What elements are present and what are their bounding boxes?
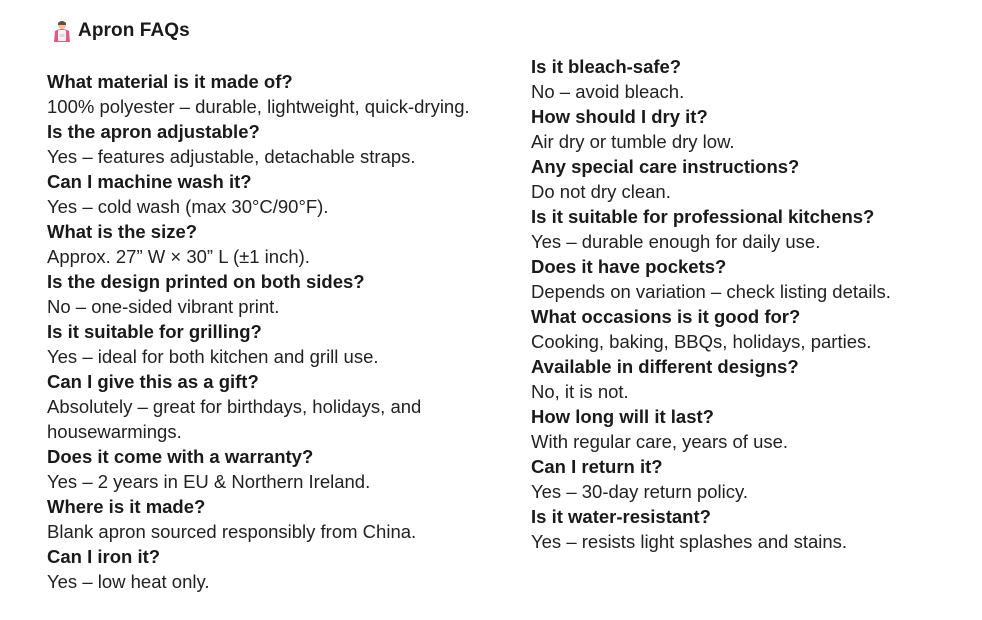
faq-answer: Approx. 27” W × 30” L (±1 inch). bbox=[47, 246, 310, 267]
faq-answer: Yes – features adjustable, detachable straps. bbox=[47, 146, 416, 167]
faq-answer: No – avoid bleach. bbox=[531, 81, 685, 102]
faq-item bbox=[47, 444, 507, 494]
faq-item bbox=[47, 69, 507, 119]
faq-question: Where is it made? bbox=[47, 496, 206, 517]
faq-item bbox=[47, 319, 507, 369]
faq-item bbox=[531, 304, 971, 354]
faq-item bbox=[531, 254, 971, 304]
faq-answer: Blank apron sourced responsibly from China. bbox=[47, 521, 417, 542]
faq-item bbox=[531, 404, 971, 454]
faq-question: Is it water-resistant? bbox=[531, 506, 711, 527]
faq-answer: Yes – 30-day return policy. bbox=[531, 481, 748, 502]
faq-question: Does it come with a warranty? bbox=[47, 446, 314, 467]
faq-question: How long will it last? bbox=[531, 406, 714, 427]
faq-item bbox=[531, 154, 971, 204]
faq-question: How should I dry it? bbox=[531, 106, 708, 127]
faq-answer: Yes – 2 years in EU & Northern Ireland. bbox=[47, 471, 371, 492]
faq-answer: No – one-sided vibrant print. bbox=[47, 296, 280, 317]
faq-question: Any special care instructions? bbox=[531, 156, 800, 177]
faq-item bbox=[47, 269, 507, 319]
faq-column-right bbox=[531, 54, 971, 554]
faq-answer: Yes – cold wash (max 30°C/90°F). bbox=[47, 196, 329, 217]
faq-item bbox=[531, 454, 971, 504]
faq-column-left bbox=[47, 69, 507, 594]
faq-answer: Air dry or tumble dry low. bbox=[531, 131, 735, 152]
faq-answer: Cooking, baking, BBQs, holidays, parties. bbox=[531, 331, 872, 352]
faq-item bbox=[531, 504, 971, 554]
faq-answer: Yes – low heat only. bbox=[47, 571, 210, 592]
faq-question: Can I machine wash it? bbox=[47, 171, 252, 192]
faq-item bbox=[531, 354, 971, 404]
faq-question: Is the apron adjustable? bbox=[47, 121, 260, 142]
faq-question: What is the size? bbox=[47, 221, 198, 242]
faq-answer: 100% polyester – durable, lightweight, quick-drying. bbox=[47, 96, 470, 117]
faq-answer: Yes – resists light splashes and stains. bbox=[531, 531, 848, 552]
faq-question: Available in different designs? bbox=[531, 356, 799, 377]
page-header bbox=[52, 18, 190, 44]
faq-answer: No, it is not. bbox=[531, 381, 629, 402]
faq-item bbox=[531, 104, 971, 154]
faq-answer: With regular care, years of use. bbox=[531, 431, 789, 452]
faq-answer: Do not dry clean. bbox=[531, 181, 671, 202]
faq-question: Does it have pockets? bbox=[531, 256, 727, 277]
faq-item bbox=[47, 369, 507, 444]
faq-item bbox=[47, 169, 507, 219]
faq-answer: Yes – ideal for both kitchen and grill use. bbox=[47, 346, 379, 367]
faq-answer: Yes – durable enough for daily use. bbox=[531, 231, 821, 252]
page-title: Apron FAQs bbox=[78, 20, 190, 41]
apron-icon bbox=[52, 20, 72, 42]
faq-item bbox=[531, 204, 971, 254]
faq-question: Can I iron it? bbox=[47, 546, 161, 567]
faq-item bbox=[47, 494, 507, 544]
faq-item bbox=[47, 544, 507, 594]
faq-item bbox=[47, 119, 507, 169]
faq-question: What material is it made of? bbox=[47, 71, 293, 92]
faq-answer: Absolutely – great for birthdays, holidays, and housewarmings. bbox=[47, 396, 422, 442]
faq-question: Can I return it? bbox=[531, 456, 663, 477]
faq-question: Is the design printed on both sides? bbox=[47, 271, 365, 292]
faq-question: What occasions is it good for? bbox=[531, 306, 801, 327]
faq-question: Can I give this as a gift? bbox=[47, 371, 259, 392]
faq-item bbox=[47, 219, 507, 269]
faq-item bbox=[531, 54, 971, 104]
faq-question: Is it suitable for professional kitchens? bbox=[531, 206, 875, 227]
faq-question: Is it bleach-safe? bbox=[531, 56, 682, 77]
faq-answer: Depends on variation – check listing details. bbox=[531, 281, 891, 302]
faq-question: Is it suitable for grilling? bbox=[47, 321, 262, 342]
